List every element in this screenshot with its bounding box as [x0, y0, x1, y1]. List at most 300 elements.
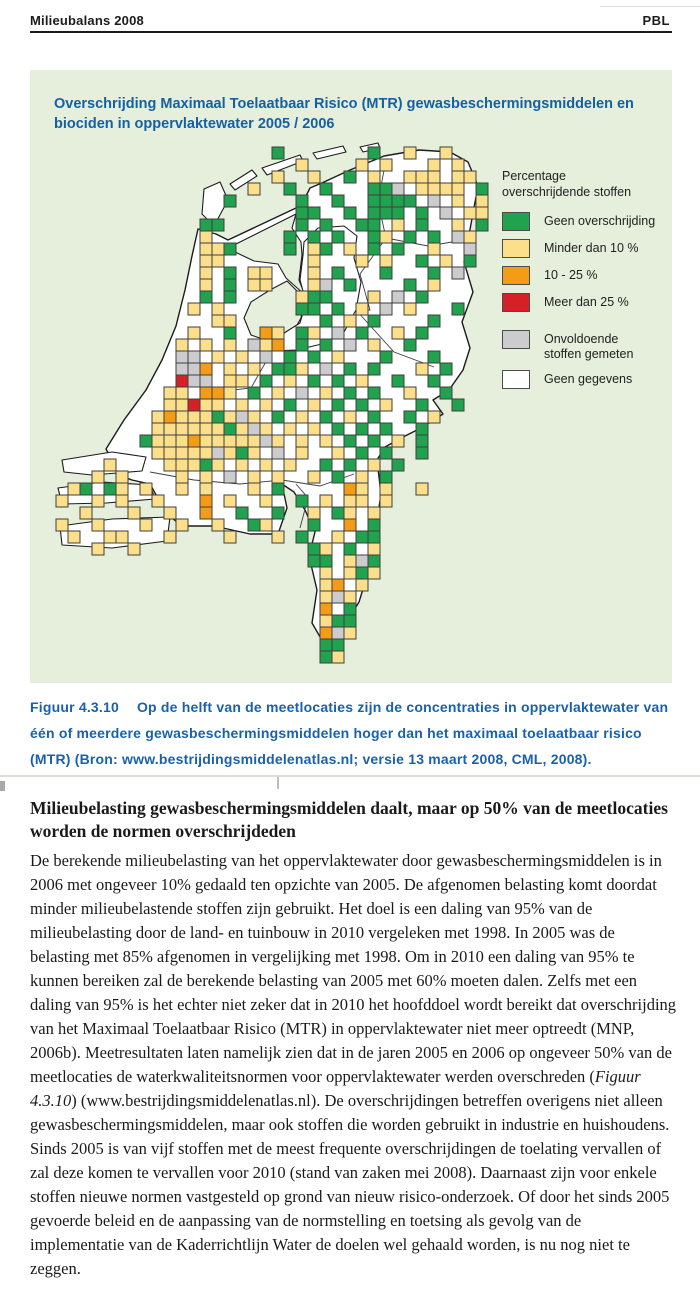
map-cell — [428, 279, 440, 291]
map-cell — [368, 459, 380, 471]
map-cell — [92, 471, 104, 483]
report-title: Milieubalans 2008 — [30, 13, 144, 28]
map-cell — [344, 567, 356, 579]
map-cell — [380, 267, 392, 279]
map-cell — [320, 567, 332, 579]
map-cell — [164, 507, 176, 519]
map-cell — [200, 459, 212, 471]
map-cell — [224, 363, 236, 375]
map-cell — [188, 375, 200, 387]
map-cell — [176, 387, 188, 399]
map-cell — [236, 375, 248, 387]
map-cell — [296, 435, 308, 447]
map-cell — [248, 387, 260, 399]
header-rule — [30, 31, 672, 33]
map-cell — [464, 207, 476, 219]
map-cell — [320, 183, 332, 195]
map-cell — [452, 159, 464, 171]
map-cell — [344, 387, 356, 399]
page-divider-tick — [277, 777, 279, 789]
map-cell — [308, 555, 320, 567]
map-cell — [308, 207, 320, 219]
map-cell — [176, 363, 188, 375]
figure-reference: Figuur 4.3.10 — [30, 1067, 641, 1110]
map-cell — [308, 399, 320, 411]
map-cell — [200, 363, 212, 375]
map-cell — [152, 423, 164, 435]
map-cell — [416, 363, 428, 375]
map-cell — [200, 435, 212, 447]
map-cell — [128, 543, 140, 555]
map-cell — [308, 327, 320, 339]
map-cell — [332, 591, 344, 603]
map-cell — [248, 267, 260, 279]
map-cell — [152, 435, 164, 447]
legend-swatch — [502, 293, 530, 312]
map-cell — [368, 315, 380, 327]
map-cell — [200, 411, 212, 423]
map-cell — [236, 459, 248, 471]
legend-swatch — [502, 212, 530, 231]
map-cell — [368, 219, 380, 231]
map-cell — [308, 507, 320, 519]
map-cell — [368, 567, 380, 579]
map-cell — [284, 375, 296, 387]
map-cell — [404, 279, 416, 291]
map-cell — [464, 243, 476, 255]
figure-box — [30, 70, 672, 683]
map-cell — [236, 411, 248, 423]
map-cell — [176, 423, 188, 435]
map-cell — [428, 351, 440, 363]
map-cell — [440, 147, 452, 159]
map-cell — [368, 435, 380, 447]
map-cell — [380, 495, 392, 507]
map-cell — [440, 183, 452, 195]
map-cell — [296, 531, 308, 543]
map-cell — [272, 447, 284, 459]
map-cell — [452, 171, 464, 183]
map-cell — [68, 531, 80, 543]
legend-swatch — [502, 370, 530, 389]
map-cell — [332, 447, 344, 459]
map-cell — [452, 183, 464, 195]
map-cell — [428, 315, 440, 327]
map-cell — [416, 423, 428, 435]
article — [30, 797, 678, 1281]
legend-label: Minder dan 10 % — [544, 241, 639, 255]
map-cell — [332, 399, 344, 411]
map-cell — [392, 291, 404, 303]
map-cell — [284, 183, 296, 195]
map-cell — [260, 339, 272, 351]
map-cell — [356, 555, 368, 567]
map-cell — [344, 543, 356, 555]
map-cell — [356, 447, 368, 459]
map-cell — [272, 387, 284, 399]
map-cell — [272, 171, 284, 183]
map-cell — [440, 363, 452, 375]
map-cell — [476, 183, 488, 195]
map-cell — [332, 231, 344, 243]
map-cell — [356, 483, 368, 495]
map-legend — [502, 168, 668, 397]
map-cell — [404, 171, 416, 183]
map-cell — [164, 531, 176, 543]
map-cell — [272, 147, 284, 159]
figure-title: Overschrijding Maximaal Toelaatbaar Risico (MTR) gewasbeschermingsmiddelen en biociden in oppervlaktewater 2005 / 2006 — [54, 96, 634, 132]
legend-swatch — [502, 330, 530, 349]
map-cell — [212, 351, 224, 363]
map-cell — [176, 399, 188, 411]
map-cell — [332, 507, 344, 519]
map-cell — [332, 423, 344, 435]
map-cell — [224, 243, 236, 255]
map-cell — [248, 363, 260, 375]
map-cell — [200, 375, 212, 387]
map-cell — [104, 459, 116, 471]
map-cell — [224, 375, 236, 387]
map-cell — [224, 423, 236, 435]
map-cell — [392, 243, 404, 255]
map-cell — [200, 399, 212, 411]
map-cell — [344, 171, 356, 183]
map-cell — [272, 327, 284, 339]
map-cell — [320, 279, 332, 291]
map-cell — [260, 327, 272, 339]
map-cell — [248, 447, 260, 459]
map-cell — [212, 387, 224, 399]
map-cell — [344, 279, 356, 291]
map-cell — [200, 219, 212, 231]
map-cell — [464, 231, 476, 243]
map-cell — [476, 195, 488, 207]
map-cell — [272, 483, 284, 495]
map-cell — [404, 303, 416, 315]
map-cell — [452, 219, 464, 231]
scan-artifact-line — [600, 6, 700, 7]
map-cell — [368, 195, 380, 207]
legend-label: Meer dan 25 % — [544, 295, 629, 309]
map-cell — [212, 435, 224, 447]
map-cell — [380, 483, 392, 495]
map-cell — [224, 315, 236, 327]
map-cell — [308, 519, 320, 531]
map-cell — [320, 591, 332, 603]
map-cell — [296, 219, 308, 231]
map-cell — [416, 171, 428, 183]
map-cell — [368, 339, 380, 351]
legend-items — [502, 212, 668, 389]
map-cell — [248, 183, 260, 195]
map-cell — [428, 171, 440, 183]
map-cell — [356, 399, 368, 411]
map-cell — [404, 195, 416, 207]
map-cell — [332, 375, 344, 387]
map-cell — [356, 579, 368, 591]
map-cell — [224, 447, 236, 459]
map-cell — [248, 279, 260, 291]
map-cell — [164, 435, 176, 447]
map-cell — [272, 471, 284, 483]
publisher-brand: PBL — [642, 13, 670, 28]
map-cell — [416, 207, 428, 219]
map-cell — [464, 171, 476, 183]
map-cell — [308, 375, 320, 387]
map-cell — [236, 423, 248, 435]
map-cell — [296, 339, 308, 351]
map-cell — [308, 243, 320, 255]
map-cell — [200, 279, 212, 291]
map-cell — [248, 411, 260, 423]
map-cell — [176, 519, 188, 531]
map-cell — [380, 303, 392, 315]
map-cell — [332, 471, 344, 483]
map-cell — [308, 471, 320, 483]
map-cell — [80, 483, 92, 495]
map-cell — [200, 387, 212, 399]
map-cell — [248, 519, 260, 531]
map-cell — [212, 519, 224, 531]
map-cell — [380, 255, 392, 267]
map-cell — [224, 435, 236, 447]
map-cell — [440, 207, 452, 219]
map-cell — [320, 435, 332, 447]
map-cell — [344, 603, 356, 615]
map-cell — [176, 375, 188, 387]
map-cell — [428, 195, 440, 207]
map-cell — [272, 411, 284, 423]
map-cell — [332, 327, 344, 339]
map-cell — [296, 291, 308, 303]
map-cell — [248, 483, 260, 495]
map-cell — [200, 255, 212, 267]
map-cell — [104, 483, 116, 495]
page-divider-mark-left — [0, 781, 5, 791]
map-cell — [356, 423, 368, 435]
map-cell — [428, 183, 440, 195]
map-cell — [476, 219, 488, 231]
map-cell — [212, 447, 224, 459]
map-cell — [416, 435, 428, 447]
map-cell — [368, 291, 380, 303]
map-cell — [332, 615, 344, 627]
map-cell — [380, 447, 392, 459]
map-cell — [56, 495, 68, 507]
map-cell — [452, 303, 464, 315]
map-cell — [368, 411, 380, 423]
map-cell — [320, 339, 332, 351]
map-cell — [248, 339, 260, 351]
map-cell — [380, 231, 392, 243]
map-cell — [416, 219, 428, 231]
map-cell — [200, 495, 212, 507]
map-cell — [188, 411, 200, 423]
map-cell — [380, 423, 392, 435]
map-cell — [212, 315, 224, 327]
map-cell — [260, 267, 272, 279]
legend-label: Geen gegevens — [544, 372, 633, 386]
map-cell — [320, 651, 332, 663]
map-cell — [104, 531, 116, 543]
map-cell — [392, 435, 404, 447]
map-cell — [356, 327, 368, 339]
map-cell — [200, 267, 212, 279]
caption-text: Op de helft van de meetlocaties zijn de concentraties in oppervlaktewater van één of meerdere gewasbeschermingsmiddelen hoger dan het maximaal toelaatbaar risico (MTR) (Bron: www.bestrijdingsmiddelenatlas.nl; versie 13 maart 2008, CML, 2008). — [30, 699, 669, 767]
map-cell — [320, 411, 332, 423]
map-cell — [296, 207, 308, 219]
map-cell — [296, 303, 308, 315]
legend-item — [502, 266, 668, 285]
map-cell — [428, 375, 440, 387]
map-cell — [272, 531, 284, 543]
map-cell — [344, 363, 356, 375]
map-cell — [464, 255, 476, 267]
map-cell — [200, 339, 212, 351]
map-cell — [320, 459, 332, 471]
map-cell — [188, 363, 200, 375]
map-cell — [392, 183, 404, 195]
map-cell — [320, 315, 332, 327]
map-cell — [248, 471, 260, 483]
map-cell — [368, 387, 380, 399]
map-cell — [392, 375, 404, 387]
legend-label: 10 - 25 % — [544, 268, 598, 282]
map-cell — [200, 243, 212, 255]
map-cell — [344, 555, 356, 567]
map-cell — [236, 351, 248, 363]
map-cell — [296, 195, 308, 207]
map-cell — [356, 567, 368, 579]
map-cell — [176, 483, 188, 495]
map-cell — [260, 279, 272, 291]
map-cell — [68, 483, 80, 495]
map-cell — [224, 327, 236, 339]
map-cell — [176, 339, 188, 351]
map-cell — [380, 195, 392, 207]
map-cell — [320, 291, 332, 303]
paragraph-text: ) (www.bestrijdingsmiddelenatlas.nl). De overschrijdingen betreffen overigens niet alleen gewasbeschermingsmiddelen, maar ook stoffen die worden gebruikt in industrie en huishoudens. Sinds 2005 is van vijf stoffen met de meest frequente overschrijdingen de toelating vervallen of zal deze komen te vervallen voor 2010 (stand van zaken mei 2008). Daarnaast zijn voor enkele stoffen nieuwe normen vastgesteld op grond van nieuw risico-onderzoek. Of door het sinds 2005 gevoerde beleid en de aanpassing van de normstelling en toetsing als gevolg van de implementatie van de Kaderrichtlijn Water de doelen wel gehaald worden, is nu nog niet te zeggen. — [30, 1091, 670, 1278]
map-cell — [188, 399, 200, 411]
map-cell — [188, 423, 200, 435]
map-cell — [128, 507, 140, 519]
map-cell — [296, 159, 308, 171]
map-cell — [308, 171, 320, 183]
map-cell — [200, 291, 212, 303]
map-cell — [308, 543, 320, 555]
map-cell — [344, 207, 356, 219]
map-cell — [92, 543, 104, 555]
map-cell — [152, 447, 164, 459]
map-cell — [212, 423, 224, 435]
map-cell — [212, 459, 224, 471]
map-cell — [188, 351, 200, 363]
map-cell — [380, 399, 392, 411]
map-cell — [176, 471, 188, 483]
map-cell — [176, 459, 188, 471]
map-cell — [332, 267, 344, 279]
map-cell — [224, 195, 236, 207]
map-cell — [260, 351, 272, 363]
map-cell — [212, 243, 224, 255]
map-cell — [320, 579, 332, 591]
map-cell — [428, 267, 440, 279]
map-cell — [320, 603, 332, 615]
map-cell — [116, 471, 128, 483]
map-cell — [260, 399, 272, 411]
map-cell — [224, 471, 236, 483]
map-cell — [428, 411, 440, 423]
map-cell — [416, 447, 428, 459]
map-cell — [380, 207, 392, 219]
map-cell — [452, 399, 464, 411]
map-cell — [344, 339, 356, 351]
map-cell — [164, 459, 176, 471]
map-cell — [452, 267, 464, 279]
map-cell — [428, 231, 440, 243]
article-heading: Milieubelasting gewasbeschermingsmiddelen daalt, maar op 50% van de meetlocaties worden de normen overschrijdeden — [30, 798, 668, 841]
legend-item — [502, 370, 668, 389]
legend-item — [502, 330, 668, 362]
map-cell — [188, 435, 200, 447]
map-cell — [188, 303, 200, 315]
map-cell — [356, 471, 368, 483]
legend-item — [502, 239, 668, 258]
map-cell — [320, 363, 332, 375]
map-cell — [164, 423, 176, 435]
map-cell — [332, 303, 344, 315]
map-cell — [260, 519, 272, 531]
map-cell — [176, 447, 188, 459]
map-cell — [440, 255, 452, 267]
map-cell — [272, 435, 284, 447]
map-cell — [416, 327, 428, 339]
map-cell — [332, 627, 344, 639]
map-cell — [224, 495, 236, 507]
map-cell — [260, 435, 272, 447]
map-cell — [356, 255, 368, 267]
map-cell — [212, 411, 224, 423]
map-cell — [320, 639, 332, 651]
map-cell — [392, 207, 404, 219]
map-cell — [332, 651, 344, 663]
legend-title: Percentage overschrijdende stoffen — [502, 169, 632, 199]
map-cell — [176, 411, 188, 423]
map-cell — [152, 495, 164, 507]
map-cell — [80, 507, 92, 519]
map-cell — [428, 159, 440, 171]
map-cell — [428, 243, 440, 255]
legend-label: Onvoldoende stoffen gemeten — [544, 332, 634, 361]
map-cell — [164, 387, 176, 399]
map-cell — [92, 519, 104, 531]
map-cell — [368, 543, 380, 555]
map-cell — [224, 531, 236, 543]
map-cell — [368, 363, 380, 375]
map-cell — [476, 207, 488, 219]
map-cell — [260, 423, 272, 435]
map-cell — [404, 411, 416, 423]
map-cell — [92, 495, 104, 507]
map-cell — [392, 219, 404, 231]
map-cell — [344, 615, 356, 627]
map-cell — [332, 639, 344, 651]
map-cell — [452, 231, 464, 243]
map-cell — [452, 195, 464, 207]
legend-swatch — [502, 266, 530, 285]
map-cell — [332, 531, 344, 543]
map-cell — [176, 435, 188, 447]
